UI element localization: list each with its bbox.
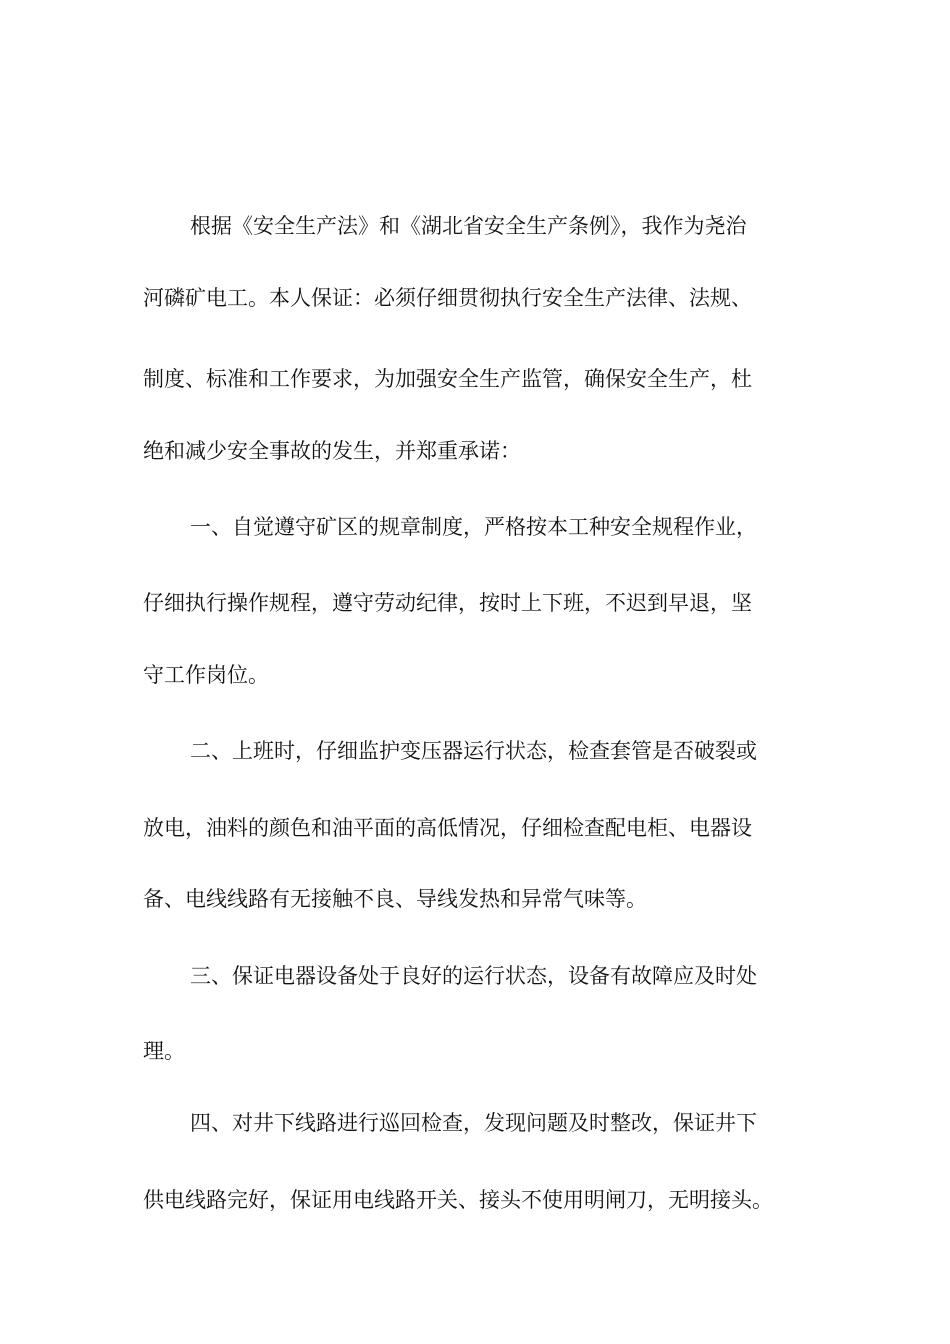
text-line: 供电线路完好，保证用电线路开关、接头不使用明闸刀，无明接头。 (143, 1188, 773, 1212)
text-line: 仔细执行操作规程，遵守劳动纪律，按时上下班，不迟到早退，坚 (143, 591, 752, 615)
text-line: 一、自觉遵守矿区的规章制度，严格按本工种安全规程作业， (190, 515, 757, 539)
text-line: 根据《安全生产法》和《湖北省安全生产条例》，我作为尧治 (190, 214, 747, 238)
text-line: 制度、标准和工作要求，为加强安全生产监管，确保安全生产，杜 (143, 367, 752, 391)
text-line: 备、电线线路有无接触不良、导线发热和异常气味等。 (143, 887, 647, 911)
text-line: 理。 (143, 1039, 185, 1063)
text-line: 守工作岗位。 (143, 663, 269, 687)
text-line: 四、对井下线路进行巡回检查，发现问题及时整改，保证井下 (190, 1111, 757, 1135)
text-line: 绝和减少安全事故的发生，并郑重承诺： (143, 439, 521, 463)
text-line: 三、保证电器设备处于良好的运行状态，设备有故障应及时处 (190, 964, 757, 988)
text-line: 二、上班时，仔细监护变压器运行状态，检查套管是否破裂或 (190, 739, 757, 763)
text-line: 河磷矿电工。本人保证：必须仔细贯彻执行安全生产法律、法规、 (143, 286, 752, 310)
text-line: 放电，油料的颜色和油平面的高低情况，仔细检查配电柜、电器设 (143, 816, 752, 840)
